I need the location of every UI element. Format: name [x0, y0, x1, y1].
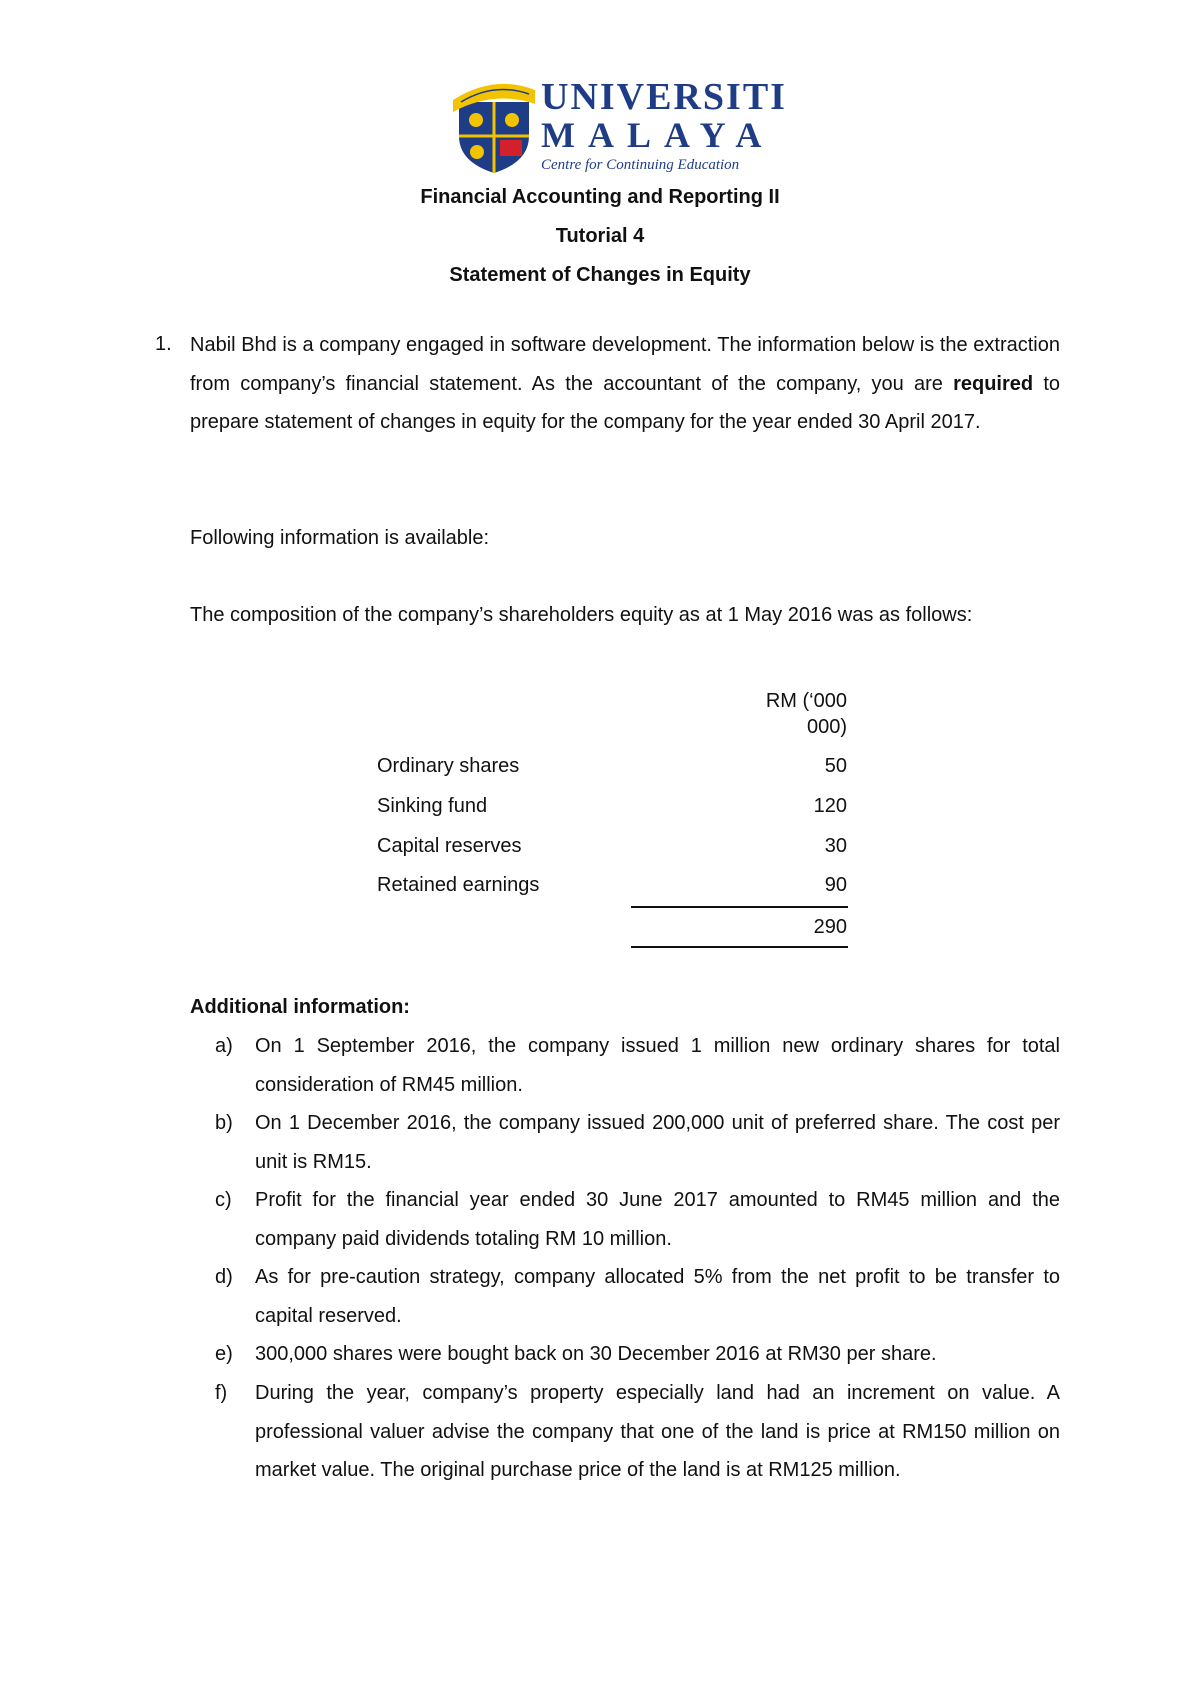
item-letter: d) — [215, 1266, 233, 1288]
table-total-row — [377, 916, 847, 956]
table-row — [377, 874, 847, 914]
row-label: Ordinary shares — [377, 755, 520, 777]
course-title: Financial Accounting and Reporting II — [420, 186, 780, 208]
intro-required: required — [953, 372, 1034, 395]
item-text: Profit for the financial year ended 30 June 2017 amounted to RM45 million and the company paid dividends totaling RM 10 million. — [255, 1189, 1060, 1250]
tutorial-title: Tutorial 4 — [555, 225, 645, 247]
university-name-line1: UNIVERSITI — [541, 76, 787, 118]
table-row — [377, 835, 847, 875]
row-label: Sinking fund — [377, 795, 488, 817]
intro-text-1: Nabil Bhd is a company engaged in software development. The information below is the extraction from company’s financial statement. As the accountant of the company, you are — [190, 334, 1060, 395]
row-value: 120 — [813, 795, 847, 817]
question-number: 1. — [155, 333, 172, 355]
total-rule — [631, 946, 848, 948]
unit-line-1: RM (‘000 — [765, 690, 847, 712]
total-value: 290 — [813, 916, 847, 938]
topic-title: Statement of Changes in Equity — [449, 264, 751, 286]
item-letter: e) — [215, 1343, 233, 1365]
item-text: On 1 September 2016, the company issued 1 million new ordinary shares for total consideration of RM45 million. — [255, 1035, 1060, 1096]
university-wordmark — [541, 76, 787, 174]
item-letter: c) — [215, 1189, 232, 1211]
unit-line-2: 000) — [806, 716, 847, 738]
row-label: Retained earnings — [377, 874, 540, 896]
item-text: 300,000 shares were bought back on 30 December 2016 at RM30 per share. — [255, 1343, 937, 1365]
item-text: As for pre-caution strategy, company allocated 5% from the net profit to be transfer to capital reserved. — [255, 1266, 1060, 1327]
equity-unit-header — [377, 688, 847, 738]
row-label: Capital reserves — [377, 835, 522, 857]
item-letter: f) — [215, 1382, 228, 1404]
university-crest-icon — [453, 78, 535, 174]
available-text: Following information is available: — [190, 527, 490, 549]
row-value: 30 — [824, 835, 847, 857]
subtotal-rule — [631, 906, 848, 908]
item-letter: a) — [215, 1035, 233, 1057]
table-row — [377, 795, 847, 835]
row-value: 90 — [824, 874, 847, 896]
intro-text-2: to prepare statement of changes in equity for the company for the year ended 30 April 2017. — [190, 372, 1060, 433]
university-subtitle: Centre for Continuing Education — [541, 157, 740, 173]
question-intro — [190, 326, 1060, 442]
item-text: During the year, company’s property especially land had an increment on value. A professional valuer advise the company that one of the land is price at RM150 million on market value. The original purchase price of the land is at RM125 million. — [255, 1382, 1060, 1481]
composition-text: The composition of the company’s shareholders equity as at 1 May 2016 was as follows: — [190, 604, 973, 626]
table-row — [377, 755, 847, 795]
university-name-line2: MALAYA — [541, 115, 775, 155]
additional-info-heading: Additional information: — [190, 996, 410, 1018]
item-text: On 1 December 2016, the company issued 200,000 unit of preferred share. The cost per unit is RM15. — [255, 1112, 1060, 1173]
university-logo — [453, 76, 787, 174]
row-value: 50 — [824, 755, 847, 777]
item-letter: b) — [215, 1112, 233, 1134]
